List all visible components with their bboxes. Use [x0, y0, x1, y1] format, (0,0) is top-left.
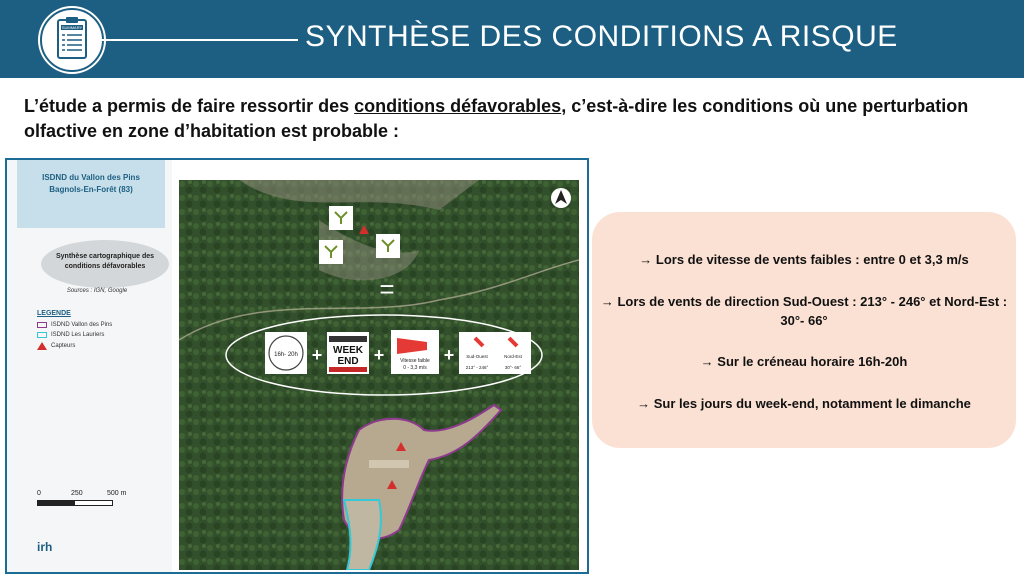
intro-text-part1: L’étude a permis de faire ressortir des	[24, 96, 355, 116]
wind-direction-icon	[459, 332, 531, 374]
map-sidebar	[7, 160, 172, 572]
map-frame	[5, 158, 589, 574]
summary-clipboard-icon	[40, 8, 104, 72]
svg-text:213° - 246°: 213° - 246°	[465, 365, 489, 370]
scale-bar: 0 250 500 m	[37, 490, 142, 506]
page-title: SYNTHÈSE DES CONDITIONS A RISQUE	[305, 20, 898, 53]
weekend-calendar-icon	[327, 332, 369, 374]
clock-icon	[265, 332, 307, 374]
plus-sign: +	[443, 345, 455, 365]
site-location: Bagnols-En-Forêt (83)	[49, 185, 133, 194]
plus-sign: +	[311, 345, 323, 365]
irh-logo: irh	[37, 540, 53, 554]
intro-paragraph	[24, 94, 1004, 144]
equals-sign: =	[379, 274, 395, 304]
legend-item-capteurs: Capteurs	[37, 342, 75, 350]
plus-sign: +	[373, 345, 385, 365]
legend-item-lauriers: ISDND Les Lauriers	[37, 332, 104, 338]
legend-title: LEGENDE	[37, 310, 71, 317]
svg-text:Vitesse faible: Vitesse faible	[400, 358, 430, 364]
map-site-title	[17, 160, 165, 228]
legend-item-vallon: ISDND Vallon des Pins	[37, 322, 112, 328]
svg-text:WEEK: WEEK	[333, 345, 363, 356]
svg-text:SUMMARY: SUMMARY	[61, 25, 83, 30]
condition-wind-speed: → Lors de vitesse de vents faibles : entre 0 et 3,3 m/s	[639, 252, 969, 267]
condition-weekend: → Sur les jours du week-end, notamment le dimanche	[637, 396, 971, 411]
svg-text:Nord-Est: Nord-Est	[504, 354, 522, 359]
condition-time-slot: → Sur le créneau horaire 16h-20h	[700, 354, 908, 369]
intro-underlined-text: conditions défavorables	[354, 96, 562, 116]
svg-text:END: END	[337, 356, 359, 367]
intro-text-part2: , c’est-à-dire les conditions où une perturbation olfactive en zone d’habitation est probable :	[24, 96, 969, 141]
header-divider-line	[102, 39, 298, 41]
satellite-map[interactable]	[179, 180, 579, 570]
map-sources: Sources : IGN, Google	[66, 288, 128, 294]
condition-wind-direction: → Lors de vents de direction Sud-Ouest : 213° - 246° et Nord-Est : 30°- 66°	[600, 294, 1008, 328]
sensor-triangle-icon	[37, 342, 47, 350]
svg-text:16h- 20h: 16h- 20h	[274, 352, 298, 358]
svg-text:0 - 3,3 m/s: 0 - 3,3 m/s	[403, 365, 427, 371]
map-subtitle: Synthèse cartographique des conditions défavorables	[41, 240, 169, 288]
site-name: ISDND du Vallon des Pins	[42, 173, 140, 182]
legend-swatch-purple	[37, 322, 47, 328]
windsock-icon	[391, 330, 439, 374]
svg-text:30°- 66°: 30°- 66°	[504, 365, 522, 370]
header-banner	[0, 0, 1024, 78]
legend-swatch-cyan	[37, 332, 47, 338]
conditions-box	[592, 212, 1016, 448]
svg-text:Sud-Ouest: Sud-Ouest	[466, 354, 488, 359]
